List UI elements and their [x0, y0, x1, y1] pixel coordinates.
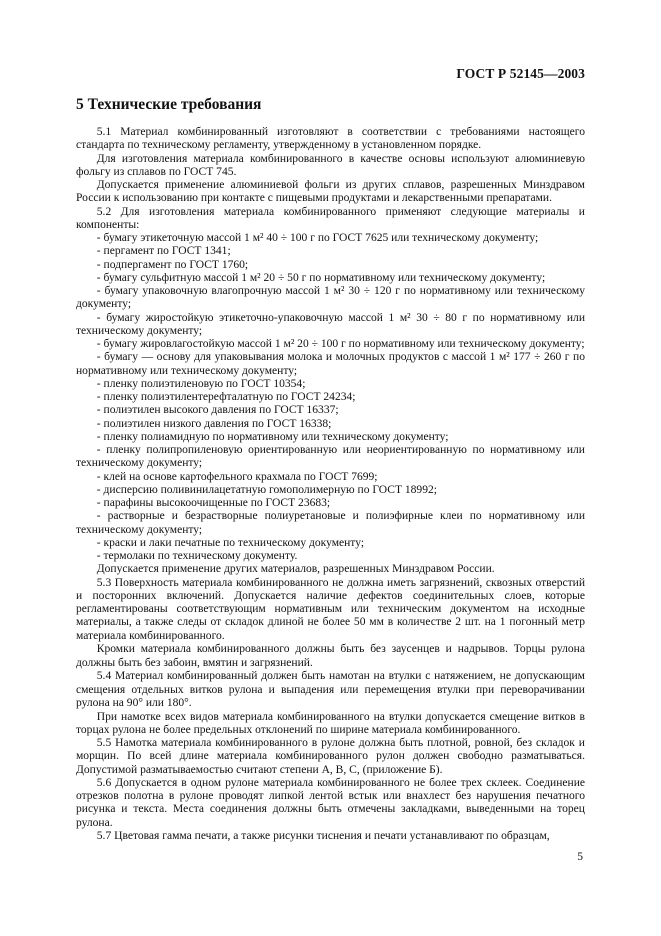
list-item: - бумагу жировлагостойкую массой 1 м² 20 ÷ 100 г по нормативному или техническому документу;	[96, 338, 585, 350]
list-item: - клей на основе картофельного крахмала по ГОСТ 7699;	[96, 470, 378, 483]
paragraph-5-7: 5.7 Цветовая гамма печати, а также рисунки тиснения и печати устанавливают по образцам,	[96, 829, 550, 842]
list-item: - полиэтилен высокого давления по ГОСТ 16337;	[96, 404, 339, 417]
list-item: - пергамент по ГОСТ 1341;	[96, 245, 231, 258]
section-title: 5 Технические требования	[76, 96, 262, 113]
paragraph-5-3: 5.3 Поверхность материала комбинированного не должна иметь загрязнений, сквозных отверстий и посторонних включений. Допускается наличие дефектов соединительных слоев, которые регламентированы соответствующим нормативным или техническим документом на исходные материалы, а также следы от складок длиной не более 50 мм в количестве 2 шт. на 1 погонный метр материала комбинированного.	[76, 576, 585, 642]
list-item: - термолаки по техническому документу.	[96, 550, 298, 562]
paragraph: Допускается применение алюминиевой фольги из других сплавов, разрешенных Минздравом России к использованию при контакте с пищевыми продуктами и лекарственными препаратами.	[76, 179, 585, 205]
list-item: - полиэтилен низкого давления по ГОСТ 16338;	[96, 417, 332, 430]
paragraph-5-4: 5.4 Материал комбинированный должен быть намотан на втулки с натяжением, не допускающим смещения отдельных витков рулона и выпадения или перемещения втулки при переворачивании рулона на 90° или 180°.	[76, 670, 585, 709]
list-item: - бумагу этикеточную массой 1 м² 40 ÷ 100 г по ГОСТ 7625 или техническому документу;	[96, 232, 539, 244]
paragraph-5-6: 5.6 Допускается в одном рулоне материала комбинированного не более трех склеек. Соединение отрезков полотна в рулоне проводят липкой лентой встык или внахлест без нарушения печатного рисунка и текста. Места соединения должны быть отмечены закладками, выведенными на торец рулона.	[76, 776, 585, 829]
list-item: - пленку полиэтиленовую по ГОСТ 10354;	[96, 377, 306, 390]
list-item: - бумагу сульфитную массой 1 м² 20 ÷ 50 г по нормативному или техническому документу;	[96, 271, 546, 284]
list-item: - бумагу упаковочную влагопрочную массой 1 м² 30 ÷ 120 г по нормативному или техническому документу;	[76, 285, 585, 311]
list-item: - парафины высокоочищенные по ГОСТ 23683;	[96, 497, 331, 509]
list-item: - бумагу — основу для упаковывания молока и молочных продуктов с массой 1 м² 177 ÷ 260 г по нормативному или техническому документу;	[76, 351, 585, 377]
document-code-header: ГОСТ Р 52145—2003	[456, 66, 585, 81]
list-item: - растворные и безрастворные полиуретановые и полиэфирные клеи по нормативному или техническому документу;	[76, 510, 585, 536]
paragraph-5-2: 5.2 Для изготовления материала комбинированного применяют следующие материалы и компоненты:	[76, 205, 585, 231]
list-item: - краски и лаки печатные по техническому документу;	[96, 536, 365, 549]
list-item: - дисперсию поливинилацетатную гомополимерную по ГОСТ 18992;	[96, 483, 437, 496]
list-item: - пленку полиамидную по нормативному или техническому документу;	[96, 430, 449, 443]
list-item: - пленку полиэтилентерефталатную по ГОСТ 24234;	[96, 391, 356, 403]
paragraph: Для изготовления материала комбинированного в качестве основы используют алюминиевую фольгу из сплавов по ГОСТ 745.	[76, 152, 585, 178]
paragraph: Допускается применение других материалов, разрешенных Минздравом России.	[96, 563, 495, 576]
paragraph: При намотке всех видов материала комбинированного на втулки допускается смещение витков в торцах рулона не более предельных отклонений по ширине материала комбинированного.	[76, 710, 585, 736]
list-item: - бумагу жиростойкую этикеточно-упаковочную массой 1 м² 30 ÷ 80 г по нормативному или техническому документу;	[76, 311, 585, 337]
list-item: - пленку полипропиленовую ориентированную или неориентированную по нормативному или техническому документу;	[76, 444, 585, 470]
page-number: 5	[577, 851, 583, 863]
paragraph-5-1: 5.1 Материал комбинированный изготовляют в соответствии с требованиями настоящего стандарта по техническому регламенту, утвержденному в установленном порядке.	[76, 126, 585, 152]
list-item: - подпергамент по ГОСТ 1760;	[96, 258, 249, 271]
section-body	[76, 126, 585, 843]
paragraph-5-5: 5.5 Намотка материала комбинированного в рулоне должна быть плотной, ровной, без складок и морщин. По всей длине материала комбинированного рулон должен свободно разматываться. Допустимой разматываемостью считают степени А, В, С, (приложение Б).	[76, 737, 585, 776]
paragraph: Кромки материала комбинированного должны быть без заусенцев и надрывов. Торцы рулона должны быть без забоин, вмятин и загрязнений.	[76, 643, 585, 669]
